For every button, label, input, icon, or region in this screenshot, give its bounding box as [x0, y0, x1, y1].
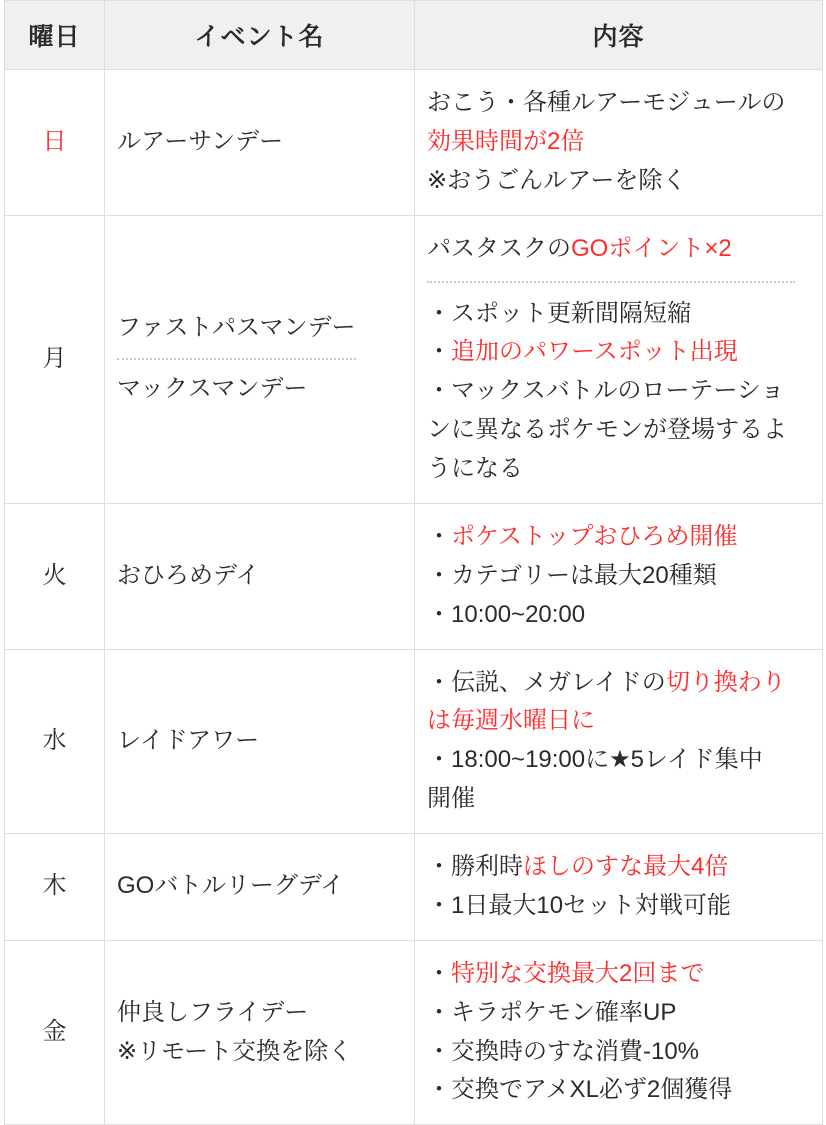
event-name-line: ※リモート交換を除く	[117, 1037, 353, 1065]
details-line	[427, 741, 810, 780]
details-text: ・マックスバトルのローテーショ	[427, 377, 785, 405]
details-line	[427, 848, 810, 887]
details-cell	[415, 649, 823, 834]
event-name-cell	[105, 834, 415, 941]
event-name-line: おひろめデイ	[117, 561, 260, 589]
details-highlight: GOポイント×2	[571, 234, 732, 262]
details-cell	[415, 503, 823, 649]
details-text: ・1日最大10セット対戦可能	[427, 891, 732, 919]
details-line	[427, 702, 810, 741]
event-name-line: ファストパスマンデー	[117, 314, 356, 342]
table-row	[5, 834, 823, 941]
schedule-table	[4, 0, 823, 1125]
table-row	[5, 70, 823, 216]
event-name-cell	[105, 70, 415, 216]
details-line	[427, 333, 810, 372]
details-text: ・交換時のすな消費-10%	[427, 1037, 700, 1065]
details-text: ・	[427, 522, 451, 550]
details-line	[427, 411, 810, 450]
table-row	[5, 649, 823, 834]
column-header-details: 内容	[415, 1, 823, 70]
details-line	[427, 230, 810, 269]
day-cell: 月	[5, 215, 105, 503]
details-highlight: 追加のパワースポット出現	[451, 338, 738, 366]
details-text: ・10:00~20:00	[427, 600, 586, 628]
event-name-line: マックスマンデー	[117, 375, 308, 403]
column-header-day: 曜日	[5, 1, 105, 70]
event-name-cell	[105, 503, 415, 649]
details-text: ・交換でアメXL必ず2個獲得	[427, 1076, 733, 1104]
details-highlight: 切り換わり	[665, 668, 786, 696]
details-line	[427, 955, 810, 994]
details-text: ・伝説、メガレイドの	[427, 668, 666, 696]
details-text: ・	[427, 338, 451, 366]
details-cell	[415, 940, 823, 1125]
event-name-line: ルアーサンデー	[117, 127, 284, 155]
details-highlight: 特別な交換最大2回まで	[451, 959, 705, 987]
table-body	[5, 70, 823, 1125]
details-text: ・スポット更新間隔短縮	[427, 299, 691, 327]
details-text: ・	[427, 959, 451, 987]
event-name-cell	[105, 940, 415, 1125]
details-line	[427, 887, 810, 926]
event-name-line: GOバトルリーグデイ	[117, 872, 345, 900]
day-cell: 金	[5, 940, 105, 1125]
details-line	[427, 450, 810, 489]
table-row	[5, 503, 823, 649]
event-name-line: 仲良しフライデー	[117, 998, 309, 1026]
details-text: ・カテゴリーは最大20種類	[427, 561, 717, 589]
column-header-event-name: イベント名	[105, 1, 415, 70]
details-highlight: は毎週水曜日に	[427, 707, 595, 735]
details-line	[427, 84, 810, 123]
details-cell	[415, 215, 823, 503]
day-cell: 木	[5, 834, 105, 941]
details-text: ・勝利時	[427, 853, 523, 880]
event-name-line: レイドアワー	[117, 726, 260, 754]
event-name-cell	[105, 649, 415, 834]
event-name-cell	[105, 215, 415, 503]
details-highlight: ほしのすな最大4倍	[523, 853, 729, 880]
details-line	[427, 162, 810, 201]
details-line	[427, 557, 810, 596]
dotted-divider	[427, 281, 795, 283]
details-line	[427, 372, 810, 411]
details-line	[427, 295, 810, 334]
details-highlight: 効果時間が2倍	[427, 127, 585, 155]
details-cell	[415, 70, 823, 216]
table-header	[5, 1, 823, 70]
details-text: おこう・各種ルアーモジュールの	[427, 89, 786, 116]
day-cell: 日	[5, 70, 105, 216]
details-line	[427, 1033, 810, 1072]
details-text: パスタスクの	[427, 234, 571, 262]
table-row	[5, 940, 823, 1125]
details-line	[427, 780, 810, 819]
details-line	[427, 123, 810, 162]
details-text: ※おうごんルアーを除く	[427, 166, 687, 194]
details-cell	[415, 834, 823, 941]
details-text: ・18:00~19:00に★5レイド集中	[427, 746, 763, 774]
table-row	[5, 215, 823, 503]
dotted-divider	[117, 358, 356, 360]
details-highlight: ポケストップおひろめ開催	[451, 522, 738, 550]
details-line	[427, 1071, 810, 1110]
day-cell: 水	[5, 649, 105, 834]
details-line	[427, 596, 810, 635]
details-line	[427, 994, 810, 1033]
details-line	[427, 664, 810, 703]
details-line	[427, 518, 810, 557]
table-header-row	[5, 1, 823, 70]
details-text: ・キラポケモン確率UP	[427, 998, 677, 1026]
details-text: うになる	[427, 455, 523, 482]
details-text: ンに異なるポケモンが登場するよ	[427, 416, 787, 444]
details-text: 開催	[427, 785, 475, 813]
day-cell: 火	[5, 503, 105, 649]
